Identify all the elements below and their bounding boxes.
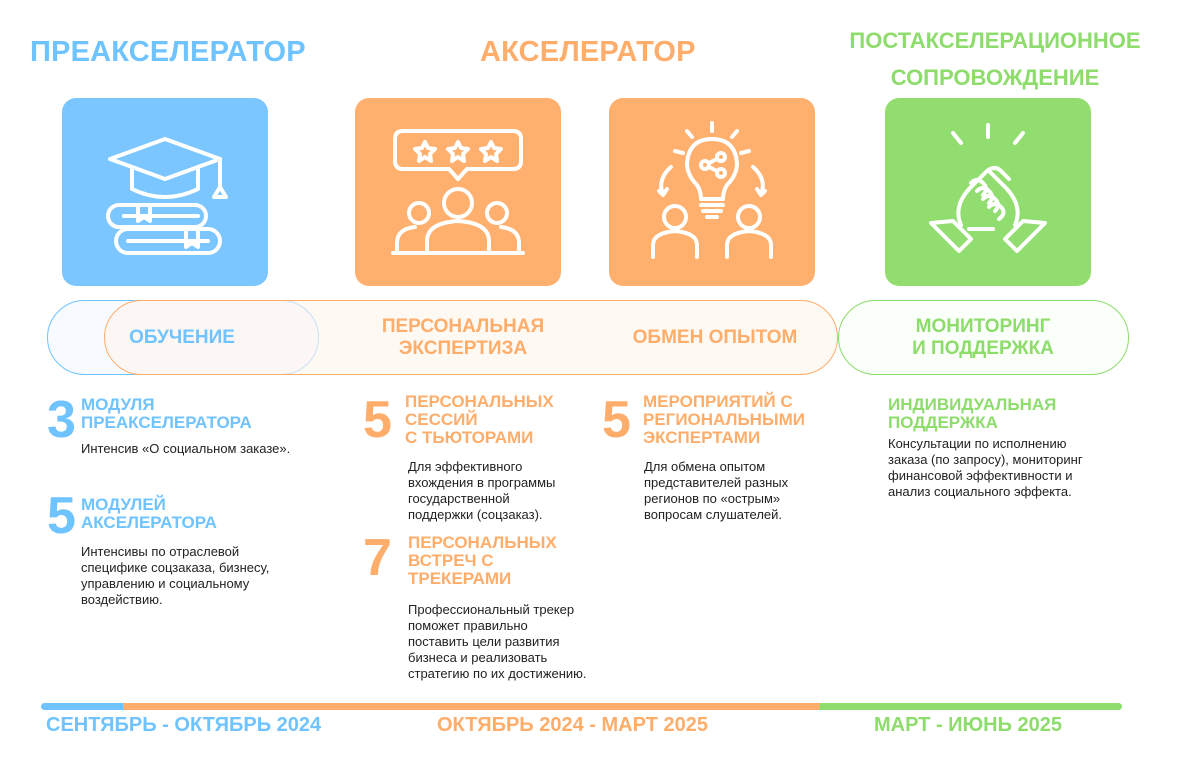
pre-modules-text: Интенсив «О социальном заказе».	[81, 441, 291, 456]
timeline-segment-postaccelerator	[820, 703, 1122, 710]
pill-monitoring-label	[870, 300, 1096, 375]
timeline-segment-preaccelerator	[41, 703, 123, 710]
pill-expertise-line1: ПЕРСОНАЛЬНАЯ	[381, 315, 545, 337]
tutor-sessions-number: 5	[363, 391, 392, 449]
pill-monitoring-line1: МОНИТОРИНГ	[915, 315, 1051, 337]
group-rating-icon	[355, 98, 561, 286]
tutor-sessions-text	[408, 459, 555, 523]
tracker-meetings-title	[408, 534, 557, 588]
regional-events-number: 5	[602, 391, 631, 449]
tracker-meetings-text-line: бизнеса и реализовать	[408, 650, 548, 665]
tutor-sessions-text-line: Для эффективного	[408, 459, 523, 474]
acc-modules-text-line: воздействию.	[81, 592, 163, 607]
individual-support-text-line: заказа (по запросу), мониторинг	[888, 452, 1083, 467]
tutor-sessions-title-line: ПЕРСОНАЛЬНЫХ	[405, 392, 554, 411]
tutor-sessions-title	[405, 393, 554, 447]
acc-modules-text	[81, 544, 269, 608]
pre-modules-title	[81, 396, 252, 432]
pill-exchange-label: ОБМЕН ОПЫТОМ	[632, 326, 798, 348]
tracker-meetings-title-line: ВСТРЕЧ С	[408, 551, 494, 570]
tracker-meetings-text-line: стратегию по их достижению.	[408, 666, 587, 681]
pill-expertise-line2: ЭКСПЕРТИЗА	[398, 337, 528, 359]
tracker-meetings-text-line: поставить цели развития	[408, 634, 560, 649]
tutor-sessions-title-line: С ТЬЮТОРАМИ	[405, 428, 534, 447]
tracker-meetings-text-line: Профессиональный трекер	[408, 602, 575, 617]
books-graduation-cap-icon	[62, 98, 268, 286]
pill-expertise-label	[360, 300, 566, 375]
tutor-sessions-text-line: государственной	[408, 491, 510, 506]
regional-events-title-line: РЕГИОНАЛЬНЫМИ	[643, 410, 805, 429]
tracker-meetings-number: 7	[363, 529, 392, 587]
individual-support-text	[888, 436, 1083, 500]
regional-events-text-line: Для обмена опытом	[644, 459, 766, 474]
timeline-segment-accelerator	[123, 703, 820, 710]
pre-modules-title-line1: МОДУЛЯ	[81, 395, 155, 414]
stage-title-post-line1: ПОСТАКСЕЛЕРАЦИОННОЕ	[849, 28, 1141, 53]
acc-modules-number: 5	[47, 487, 76, 545]
individual-support-title	[888, 396, 1056, 432]
acc-modules-text-line: управлению и социальному	[81, 576, 250, 591]
regional-events-title-line: ЭКСПЕРТАМИ	[643, 428, 761, 447]
individual-support-title-line: ПОДДЕРЖКА	[888, 413, 998, 432]
stage-title-post-line2: СОПРОВОЖДЕНИЕ	[890, 65, 1100, 90]
pre-modules-title-line2: ПРЕАКСЕЛЕРАТОРА	[81, 413, 252, 432]
pill-learning-label: ОБУЧЕНИЕ	[129, 326, 235, 348]
timeline-period-3: МАРТ - ИЮНЬ 2025	[874, 714, 1063, 736]
individual-support-text-line: Консультации по исполнению	[888, 436, 1067, 451]
regional-events-title	[643, 393, 805, 447]
tutor-sessions-title-line: СЕССИЙ	[405, 410, 478, 429]
regional-events-text	[644, 459, 788, 523]
individual-support-text-line: анализ социального эффекта.	[888, 484, 1072, 499]
pre-modules-number: 3	[47, 391, 76, 449]
acc-modules-title-line2: АКСЕЛЕРАТОРА	[81, 513, 217, 532]
tutor-sessions-text-line: вхождения в программы	[408, 475, 556, 490]
timeline-period-2: ОКТЯБРЬ 2024 - МАРТ 2025	[437, 714, 708, 736]
regional-events-text-line: представителей разных	[644, 475, 789, 490]
idea-exchange-icon	[609, 98, 815, 286]
tracker-meetings-text-line: поможет правильно	[408, 618, 528, 633]
stage-title-accelerator: АКСЕЛЕРАТОР	[480, 36, 696, 68]
tutor-sessions-text-line: поддержки (соцзаказ).	[408, 507, 543, 522]
tracker-meetings-title-line: ТРЕКЕРАМИ	[408, 569, 512, 588]
timeline-period-1: СЕНТЯБРЬ - ОКТЯБРЬ 2024	[46, 714, 322, 736]
acc-modules-text-line: Интенсивы по отраслевой	[81, 544, 240, 559]
individual-support-title-line: ИНДИВИДУАЛЬНАЯ	[888, 395, 1057, 414]
acc-modules-text-line: специфике соцзаказа, бизнесу,	[81, 560, 270, 575]
acc-modules-title	[81, 496, 217, 532]
pill-monitoring-line2: И ПОДДЕРЖКА	[912, 337, 1054, 359]
individual-support-text-line: финансовой эффективности и	[888, 468, 1073, 483]
handshake-icon	[885, 98, 1091, 286]
regional-events-text-line: вопросам слушателей.	[644, 507, 783, 522]
acc-modules-title-line1: МОДУЛЕЙ	[81, 495, 166, 514]
tracker-meetings-text	[408, 602, 587, 682]
stage-title-preaccelerator: ПРЕАКСЕЛЕРАТОР	[30, 36, 306, 68]
regional-events-title-line: МЕРОПРИЯТИЙ С	[643, 392, 793, 411]
regional-events-text-line: регионов по «острым»	[644, 491, 781, 506]
tracker-meetings-title-line: ПЕРСОНАЛЬНЫХ	[408, 533, 557, 552]
stage-title-postaccelerator	[842, 22, 1148, 96]
